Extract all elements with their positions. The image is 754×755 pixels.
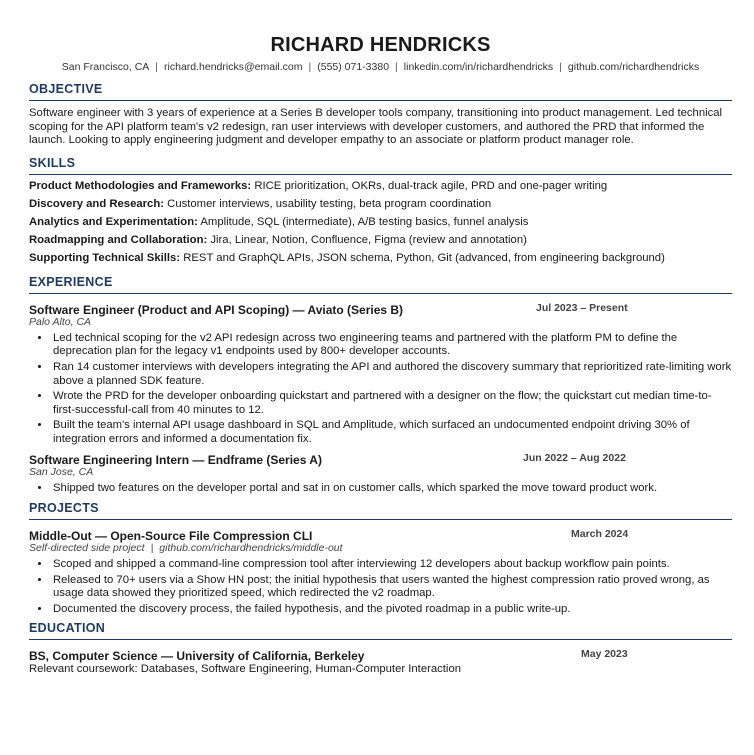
skill-row (29, 216, 732, 230)
bullet-item: • Wrote the PRD for the developer onboarding quickstart and partnered with a designer on the flow; the quickstart cut median time-to-first-successful-call from 40 minutes to 12. (51, 390, 732, 417)
skill-label: Discovery and Research: (29, 197, 165, 210)
contact-email[interactable]: richard.hendricks@email.com (164, 61, 303, 73)
role-bullets (29, 332, 732, 447)
skill-value: Customer interviews, usability testing, beta program coordination (164, 197, 492, 210)
project-header (29, 527, 732, 544)
projects-heading: PROJECTS (29, 501, 732, 520)
project-type: Self-directed side project (29, 542, 145, 555)
skill-row (29, 252, 732, 266)
project-link[interactable]: github.com/richardhendricks/middle-out (159, 542, 343, 555)
skill-value: Jira, Linear, Notion, Confluence, Figma (review and annotation) (207, 234, 527, 247)
bullet-item: • Released to 70+ users via a Show HN post; the initial hypothesis that users wanted the highest compression ratio proved wrong, as usage data showed they prioritized speed, which redirected the v2 roadmap. (51, 574, 732, 601)
skill-row (29, 234, 732, 248)
role-location: San Jose, CA (29, 465, 94, 478)
role-title: Software Engineer (Product and API Scoping) — Aviato (Series B) (29, 302, 404, 317)
skill-value: REST and GraphQL APIs, JSON schema, Python, Git (advanced, from engineering background) (180, 252, 665, 265)
contact-line: San Francisco, CA | richard.hendricks@email.com | (555) 071-3380 | linkedin.com/in/richardhendricks | github.com/richardhendricks (61, 61, 700, 73)
project-bullets (29, 558, 732, 616)
bullet-item: • Built the team's internal API usage dashboard in SQL and Amplitude, which surfaced an undocumented endpoint driving 30% of integration errors and informed a documentation fix. (51, 419, 732, 446)
role-bullets (29, 482, 732, 496)
candidate-name: RICHARD HENDRICKS (270, 34, 491, 56)
project-title: Middle-Out — Open-Source File Compression CLI (29, 529, 313, 544)
skill-value: RICE prioritization, OKRs, dual-track agile, PRD and one-pager writing (251, 179, 608, 192)
role-header (29, 301, 732, 315)
skills-heading: SKILLS (29, 156, 732, 175)
bullet-item: • Ran 14 customer interviews with developers integrating the API and authored the discovery summary that reprioritized rate-limiting work above a planned SDK feature. (51, 361, 732, 388)
role-location: Palo Alto, CA (29, 315, 92, 328)
contact-location: San Francisco, CA (61, 61, 150, 73)
project-subtitle: Self-directed side project | github.com/richardhendricks/middle-out (29, 542, 343, 555)
skill-row (29, 198, 732, 212)
role-date: Jun 2022 – Aug 2022 (523, 451, 626, 464)
role-title: Software Engineering Intern — Endframe (Series A) (29, 452, 322, 467)
objective-heading: OBJECTIVE (29, 82, 732, 101)
objective-text: Software engineer with 3 years of experience at a Series B developer tools company, transitioning into product management. Led technical scoping for the API platform team's v2 redesign, ran user interviews with developer customers, and authored the PRD that informed the launch. Looking to apply engineering judgment and developer empathy to an associate or platform product manager role. (29, 107, 723, 147)
project-date: March 2024 (571, 528, 629, 541)
skill-label: Analytics and Experimentation: (29, 215, 198, 228)
skill-row (29, 180, 732, 194)
contact-github[interactable]: github.com/richardhendricks (567, 61, 700, 73)
skill-value: Amplitude, SQL (intermediate), A/B testing basics, funnel analysis (197, 215, 529, 228)
bullet-item: • Scoped and shipped a command-line compression tool after interviewing 12 developers about backup workflow pain points. (51, 558, 732, 572)
education-heading: EDUCATION (29, 621, 732, 640)
role-date: Jul 2023 – Present (536, 301, 628, 314)
skill-label: Supporting Technical Skills: (29, 252, 181, 265)
contact-linkedin[interactable]: linkedin.com/in/richardhendricks (403, 61, 554, 73)
role-header (29, 451, 732, 465)
bullet-item: • Shipped two features on the developer portal and sat in on customer calls, which sparked the move toward product work. (51, 482, 732, 496)
education-date: May 2023 (581, 648, 628, 661)
coursework: Relevant coursework: Databases, Software Engineering, Human-Computer Interaction (29, 663, 462, 676)
skill-label: Product Methodologies and Frameworks: (29, 179, 252, 192)
education-header (29, 647, 732, 664)
skill-label: Roadmapping and Collaboration: (29, 234, 208, 247)
contact-phone: (555) 071-3380 (317, 61, 390, 73)
bullet-item: • Documented the discovery process, the failed hypothesis, and the pivoted roadmap in a public write-up. (51, 603, 732, 617)
degree-title: BS, Computer Science — University of California, Berkeley (29, 649, 365, 664)
bullet-item: • Led technical scoping for the v2 API redesign across two engineering teams and partnered with the platform PM to define the deprecation plan for the legacy v1 endpoints used by 800+ developer accounts. (51, 332, 732, 359)
experience-heading: EXPERIENCE (29, 275, 732, 294)
